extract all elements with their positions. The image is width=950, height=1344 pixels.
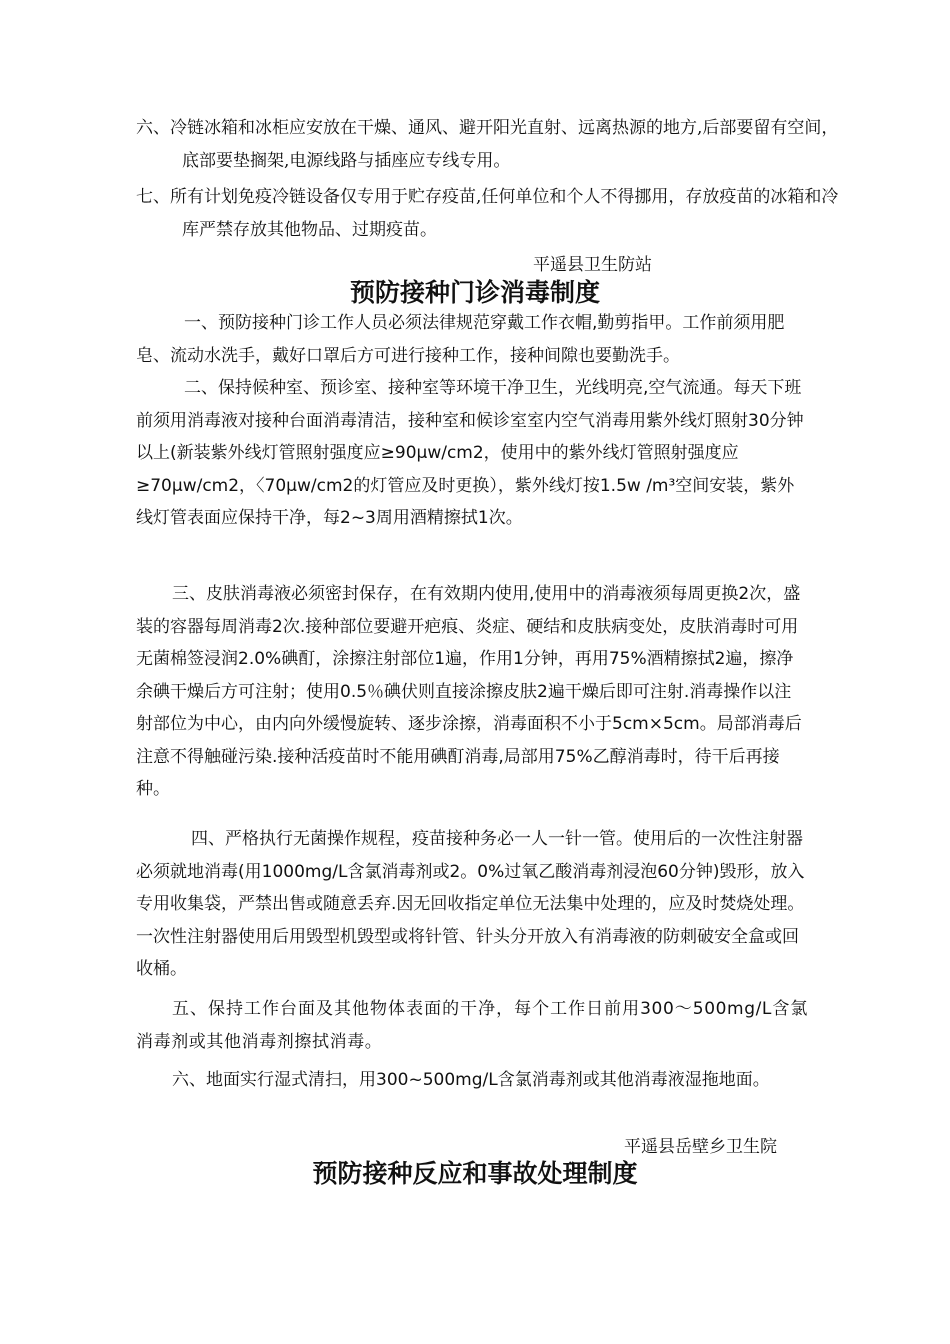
list-item-6: 六、冷链冰箱和冰柜应安放在干燥、通风、避开阳光直射、远离热源的地方,后部要留有空间，底部要垫搁架,电源线路与插座应专线专用。 <box>136 118 839 171</box>
paragraph-1: 一、预防接种门诊工作人员必须法律规范穿戴工作衣帽,勤剪指甲。工作前须用肥皂、流动水洗手，戴好口罩后方可进行接种工作，接种间隙也要勤洗手。 <box>136 313 785 366</box>
section-title-disinfection: 预防接种门诊消毒制度 <box>349 278 600 307</box>
list-item-7: 七、所有计划免疫冷链设备仅专用于贮存疫苗,任何单位和个人不得挪用，存放疫苗的冰箱和冷库严禁存放其他物品、过期疫苗。 <box>136 187 839 240</box>
paragraph-4: 四、严格执行无菌操作规程，疫苗接种务必一人一针一管。使用后的一次性注射器必须就地消毒(用1000mg/L含氯消毒剂或2。0%过氧乙酸消毒剂浸泡60分钟)毁形，放入专用收集袋，严禁出售或随意丢弃.因无回收指定单位无法集中处理的，应及时焚烧处理。一次性注射器使用后用毁型机毁型或将针管、针头分开放入有消毒液的防刺破安全盒或回收桶。 <box>136 829 805 979</box>
signature-hospital: 平遥县岳壁乡卫生院 <box>624 1137 777 1157</box>
paragraph-6: 六、地面实行湿式清扫，用300~500mg/L含氯消毒剂或其他消毒液湿拖地面。 <box>172 1070 770 1090</box>
section-title-reaction: 预防接种反应和事故处理制度 <box>312 1159 638 1188</box>
paragraph-5: 五、保持工作台面及其他物体表面的干净，每个工作日前用300～500mg/L含氯消毒剂或其他消毒剂擦拭消毒。 <box>136 999 808 1052</box>
signature-health-station: 平遥县卫生防站 <box>533 255 652 275</box>
paragraph-2: 二、保持候种室、预诊室、接种室等环境干净卫生，光线明亮,空气流通。每天下班前须用消毒液对接种台面消毒清洁，接种室和候诊室室内空气消毒用紫外线灯照射30分钟以上(新装紫外线灯管照射强度应≥90μw/cm2，使用中的紫外线灯管照射强度应≥70μw/cm2，〈70μw/cm2的灯管应及时更换），紫外线灯按1.5w /m³空间安装，紫外线灯管表面应保持干净，每2~3周用酒精擦拭1次。 <box>136 378 804 528</box>
paragraph-3: 三、皮肤消毒液必须密封保存，在有效期内使用,使用中的消毒液须每周更换2次，盛装的容器每周消毒2次.接种部位要避开疤痕、炎症、硬结和皮肤病变处，皮肤消毒时可用无菌棉签浸润2.0%碘酊，涂擦注射部位1遍，作用1分钟，再用75%酒精擦拭2遍，擦净余碘干燥后方可注射；使用0.5％碘伏则直接涂擦皮肤2遍干燥后即可注射.消毒操作以注射部位为中心，由内向外缓慢旋转、逐步涂擦，消毒面积不小于5cm×5cm。局部消毒后注意不得触碰污染.接种活疫苗时不能用碘酊消毒,局部用75%乙醇消毒时，待干后再接种。 <box>136 584 802 799</box>
